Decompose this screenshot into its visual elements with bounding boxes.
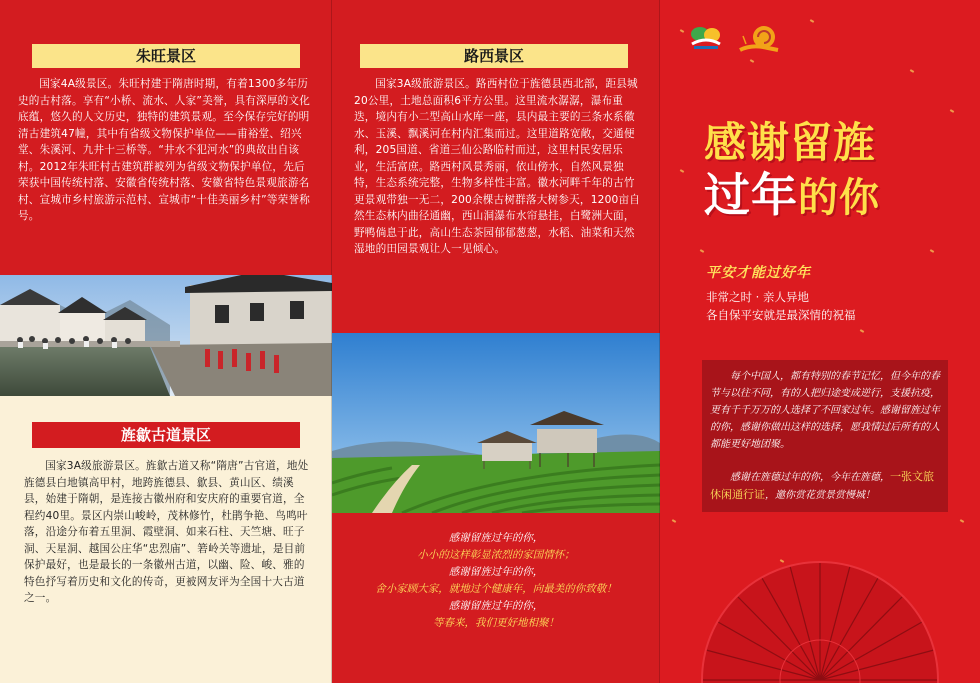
tourism-logo [688,24,724,52]
poem-block [332,530,660,632]
notice-highlight: 一张文旅休闲通行证 [710,470,934,501]
notice-p2-end: ，邀你赏花赏景赏慢城！ [765,490,875,501]
notice-p2-start: 感谢在旌德过年的你，今年在旌德， [730,472,890,483]
luxi-text: 国家3A级旅游景区。路西村位于旌德县西北部，距县城20公里，土地总面积6平方公里。这里流水潺潺，瀑布重迭，境内有小二型高山水库一座，县内最主要的三条水系徽水、玉溪、飘溪河在村内汇集而过。这里道路宽敞，交通便利，205国道、省道三仙公路临村而过，这里村民安居乐业，生活富庶。路西村风景秀丽，依山傍水，自然风景独特，生态系统完整，生物多样性丰富。徽水河畔千年的古竹更景观带独一无二，200余棵古树群落大树参天，1200亩自然生态林内曲径通幽，西山洞瀑布水帘悬挂，白鹭洲大面，野鸭倘息于此，高山生态茶园郁郁葱葱，水稻、油菜和天然湿地的田园景观让人一见倾心。 [354,78,641,255]
poem-line-2: 小小的这样彰显浓烈的家国情怀； [417,549,575,561]
slogan: 平安才能过好年 [706,265,811,281]
zhuwang-text: 国家4A级景区。朱旺村建于隋唐时期，有着1300多年历史的古村落。享有“小桥、流水、人家”美誉，具有深厚的文化底蕴，悠久的人文历史，独特的建筑景观。至今保存完好的明清古建筑47幢，其中有省级文物保护单位——甫裕堂、绍兴堂、朱溪河、九井十三桥等。“井水不犯河水”的典故出自该村。2012年朱旺村古建筑群被列为省级文物保护单位，先后荣获中国传统村落、安徽省传统村落、安徽省特色景观旅游名村、宣城市乡村旅游示范村、宣城市“十佳美丽乡村”等荣誉称号。 [18,78,311,222]
jingshe-heading: 旌歙古道景区 [32,422,300,448]
notice-paragraph-2 [710,468,942,504]
subtitle-line-2: 各自保平安就是最深情的祝福 [706,308,856,322]
subtitle-line-1: 非常之时 · 亲人异地 [706,290,809,304]
poem-line-5: 感谢留旌过年的你， [448,600,544,612]
jingshe-section [0,396,332,683]
zhuwang-village-photo [0,275,332,396]
panel-cover [660,0,980,683]
tea-garden-photo [332,333,660,513]
title-line-2 [704,168,880,222]
title-line-1: 感谢留旌 [704,118,877,167]
luxi-heading: 路西景区 [360,44,628,68]
paper-fan-icon [700,560,940,683]
poem-line-6: 等春来，我们更好地相聚！ [433,617,559,629]
poem-line-3: 感谢留旌过年的你， [448,566,544,578]
zhuwang-heading: 朱旺景区 [32,44,300,68]
zhuwang-section [0,0,332,275]
poem-line-4: 舍小家顾大家，就地过个健康年，向最美的你致敬！ [375,583,617,595]
title-line-2a: 过年 [704,168,798,222]
title-line-2b: 的你 [798,175,880,221]
poem-line-1: 感谢留旌过年的你， [448,532,544,544]
slow-city-snail-logo [738,24,780,54]
notice-box [702,360,948,512]
jingshe-text: 国家3A级旅游景区。旌歙古道又称“隋唐”古官道，地处旌德县白地镇高甲村，地跨旌德县、歙县、黄山区、绩溪县，始建于隋朝，是连接古徽州府和安庆府的重要官道，全程约40里。景区内崇山峻岭，茂林修竹，杜鹃争艳、鸟鸣叶落，沿途分布着五里洞、霞壁洞、如来石柱、天竺塘、旺子洞、天星洞、越国公庄华“忠烈庙”、箬岭关等遗址，是目前保护最好，也是最长的一条徽州古道，以幽、险、峻、雅的特色抒写着历史和文化的传奇，更被网友评为全国十大古道之一。 [24,460,309,604]
notice-paragraph-1: 每个中国人，都有特别的春节记忆，但今年的春节与以往不同，有的人把归途变成逆行，支援抗疫，更有千千万万的人选择了不回家过年。感谢留旌过年的你，感谢你做出这样的选择，愿我情过后所有的人都能更好地团聚。 [710,371,940,450]
panel-luxi [332,0,660,683]
panel-zhuwang [0,0,332,683]
